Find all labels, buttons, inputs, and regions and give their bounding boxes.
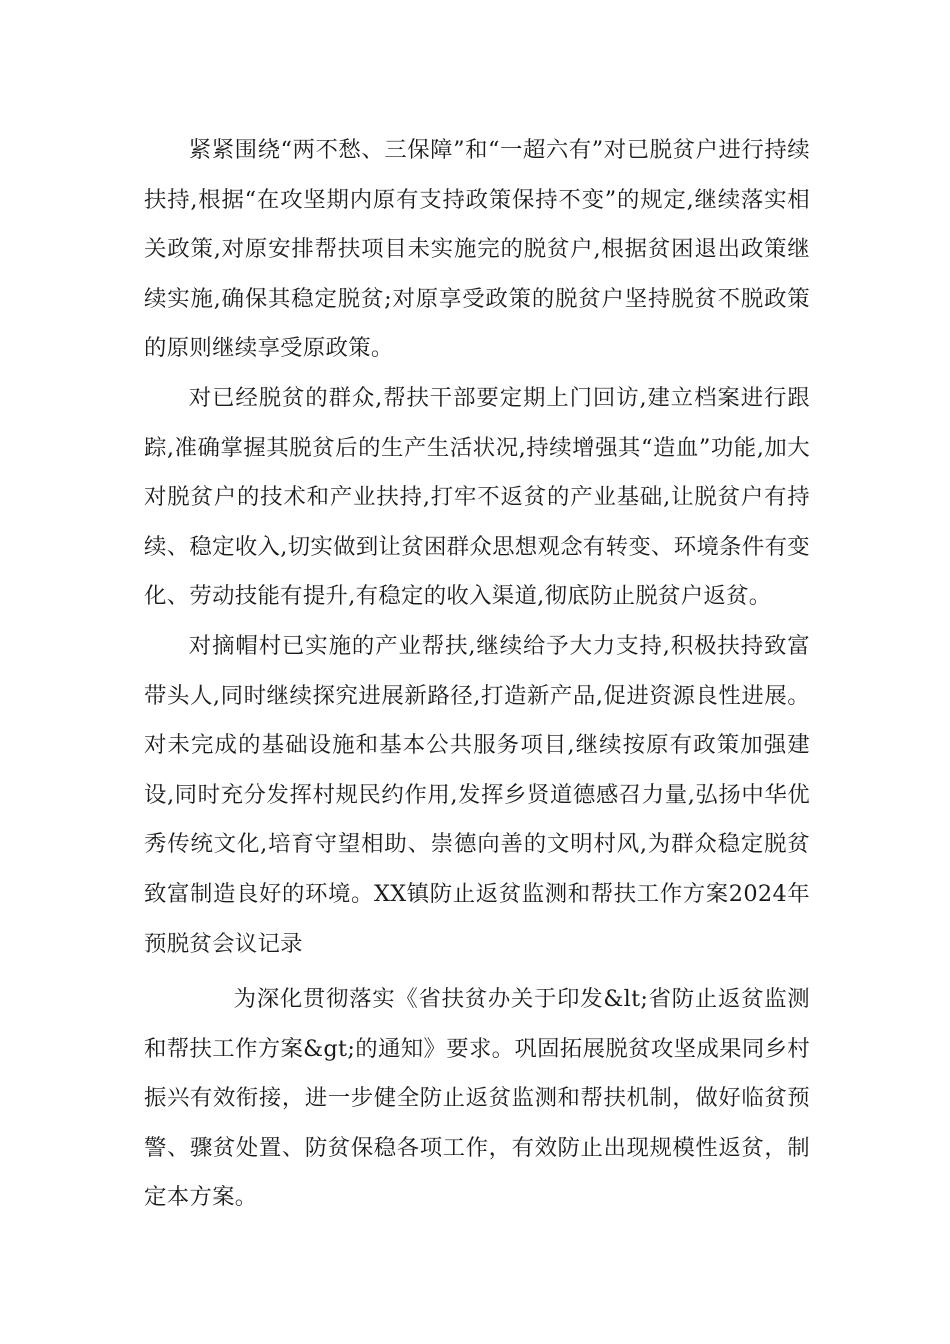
paragraph-1: 紧紧围绕“两不愁、三保障”和“一超六有”对已脱贫户进行持续扶持,根据“在攻坚期内原有支持政策保持不变”的规定,继续落实相关政策,对原安排帮扶项目未实施完的脱贫户,根据贫困退出政策继续实施,确保其稳定脱贫;对原享受政策的脱贫户坚持脱贫不脱政策的原则继续享受原政策。 <box>144 137 810 362</box>
paragraph-4: 为深化贯彻落实《省扶贫办关于印发&lt;省防止返贫监测和帮扶工作方案&gt;的通知》要求。巩固拓展脱贫攻坚成果同乡村振兴有效衔接，进一步健全防止返贫监测和帮扶机制，做好临贫预警、骤贫处置、防贫保稳各项工作，有效防止出现规模性返贫，制定本方案。 <box>144 986 810 1211</box>
paragraph-3: 对摘帽村已实施的产业帮扶,继续给予大力支持,积极扶持致富带头人,同时继续探究进展新路径,打造新产品,促进资源良性进展。对未完成的基础设施和基本公共服务项目,继续按原有政策加强建设,同时充分发挥村规民约作用,发挥乡贤道德感召力量,弘扬中华优秀传统文化,培育守望相助、崇德向善的文明村风,为群众稳定脱贫致富制造良好的环境。XX镇防止返贫监测和帮扶工作方案2024年预脱贫会议记录 <box>144 632 810 957</box>
paragraph-2: 对已经脱贫的群众,帮扶干部要定期上门回访,建立档案进行跟踪,准确掌握其脱贫后的生产生活状况,持续增强其“造血”功能,加大对脱贫户的技术和产业扶持,打牢不返贫的产业基础,让脱贫户有持续、稳定收入,切实做到让贫困群众思想观念有转变、环境条件有变化、劳动技能有提升,有稳定的收入渠道,彻底防止脱贫户返贫。 <box>144 384 810 610</box>
document-body <box>144 126 810 1223</box>
